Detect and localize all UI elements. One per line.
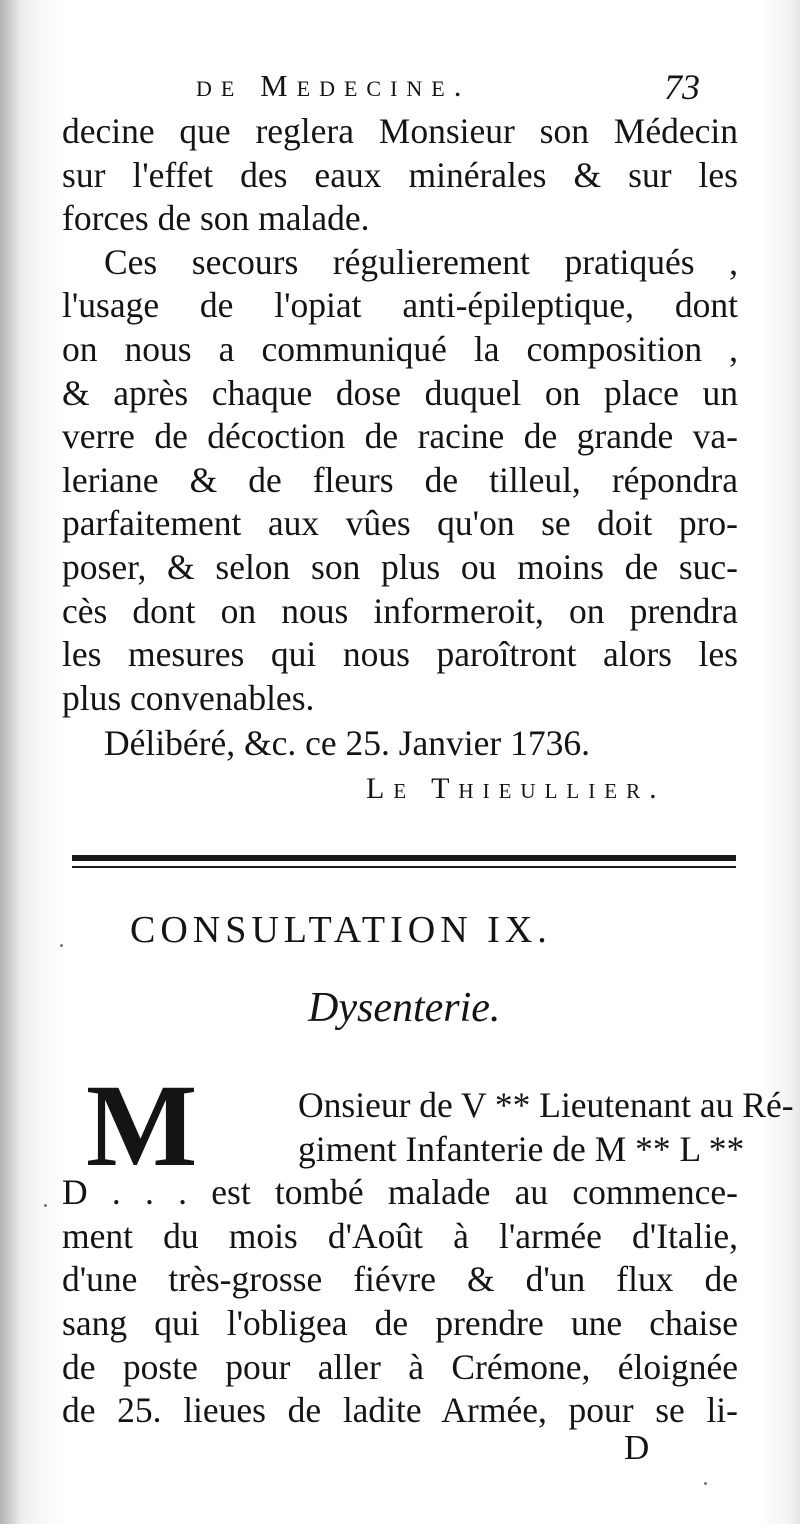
ink-speck	[60, 944, 63, 947]
text-line: sang qui l'obligea de prendre une chaise	[62, 1302, 738, 1343]
text-line: de poste pour aller à Crémone, éloignée	[62, 1346, 738, 1387]
text-line: verre de décoction de racine de grande va-	[62, 416, 738, 457]
running-title: de Medecine.	[196, 68, 471, 103]
text-line: sur l'effet des eaux minérales & sur les	[62, 154, 738, 195]
text-line: Onsieur de V ** Lieutenant au Ré-	[298, 1085, 794, 1125]
text-line: poser, & selon son plus ou moins de suc-	[62, 546, 738, 587]
upper-text-block	[62, 110, 738, 720]
section-rule-thick	[72, 855, 736, 861]
text-line: de 25. lieues de ladite Armée, pour se li-	[62, 1390, 738, 1431]
text-line: giment Infanterie de M ** L **	[298, 1128, 745, 1169]
text-line: l'usage de l'opiat anti-épileptique, dont	[62, 285, 738, 326]
consultation-heading: CONSULTATION IX.	[130, 909, 552, 951]
text-line: on nous a communiqué la composition ,	[62, 328, 738, 369]
consultation-subheading: Dysenterie.	[308, 985, 501, 1031]
text-line: parfaitement aux vûes qu'on se doit pro-	[62, 503, 738, 544]
text-line: d'une très-grosse fiévre & d'un flux de	[62, 1259, 738, 1300]
text-line: & après chaque dose duquel on place un	[62, 372, 738, 413]
consultation-text-block	[62, 1084, 794, 1433]
text-line: D . . . est tombé malade au commence-	[62, 1172, 738, 1213]
signature: Le Thieullier.	[366, 772, 666, 805]
ink-speck	[44, 1204, 47, 1207]
text-line: les mesures qui nous paroîtront alors les	[62, 634, 738, 675]
text-line: cès dont on nous informeroit, on prendra	[62, 590, 738, 631]
gutter-shadow	[0, 0, 22, 1524]
drop-cap: M	[86, 1060, 198, 1191]
catchword: D	[624, 1428, 650, 1467]
section-rule-thin	[72, 866, 736, 868]
page-number: 73	[664, 67, 700, 107]
text-line: decine que reglera Monsieur son Médecin	[62, 111, 738, 151]
text-line: forces de son malade.	[62, 198, 370, 239]
ink-speck	[704, 1482, 707, 1485]
text-line: leriane & de fleurs de tilleul, répondra	[62, 459, 738, 500]
text-line: Ces secours régulierement pratiqués ,	[104, 241, 738, 282]
text-line: plus convenables.	[62, 677, 315, 718]
text-line: ment du mois d'Août à l'armée d'Italie,	[62, 1215, 738, 1256]
deliberation-date: Délibéré, &c. ce 25. Janvier 1736.	[104, 723, 590, 763]
